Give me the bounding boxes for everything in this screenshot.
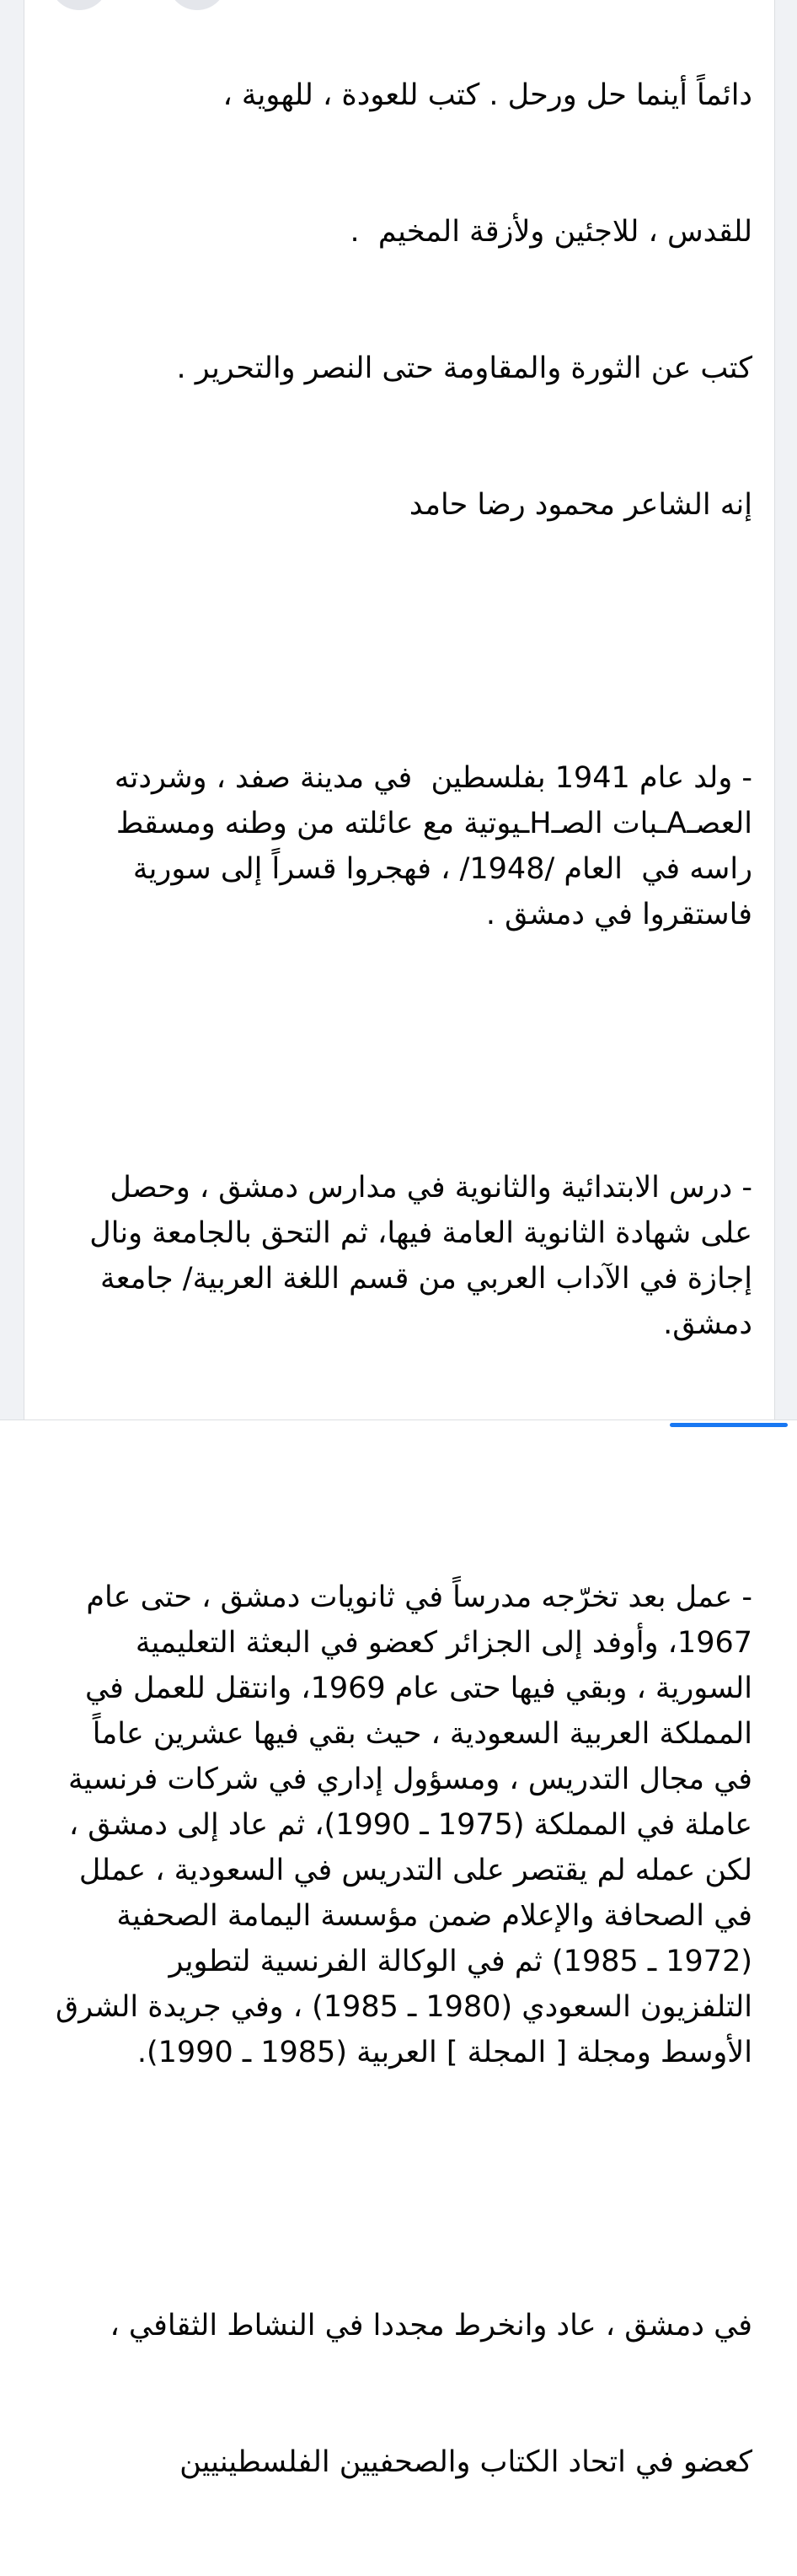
post-partial-bottom-line: كعضو في اتحاد الكتاب والصحفيين الفلسطينيين: [179, 2445, 752, 2479]
post-intro-line: كتب عن الثورة والمقاومة حتى النصر والتحرير .: [176, 352, 752, 385]
post-intro-line: إنه الشاعر محمود رضا حامد: [409, 488, 752, 522]
post-card: [24, 0, 775, 2479]
post-paragraph-work: - عمل بعد تخرّجه مدرساً في ثانويات دمشق ، حتى عام 1967، وأوفد إلى الجزائر كعضو في البعثة التعليمية السورية ، وبقي فيها حتى عام 1969، وانتقل للعمل في المملكة العربية السعودية ، حيث بقي فيها عشرين عاماً في مجال التدريس ، ومسؤول إداري في شركات فرنسية عاملة في المملكة (1975 ـ 1990)، ثم عاد إلى دمشق ، لكن عمله لم يقتصر على التدريس في السعودية ، عملل في الصحافة والإعلام ضمن مؤسسة اليمامة الصحفية (1972 ـ 1985) ثم في الوكالة الفرنسية لتطوير التلفزيون السعودي (1980 ـ 1985) ، وفي جريدة الشرق الأوسط ومجلة [ المجلة ] العربية (1985 ـ 1990).: [45, 1580, 752, 2069]
post-paragraph-return: في دمشق ، عاد وانخرط مجددا في النشاط الثقافي ،: [110, 2309, 752, 2343]
post-intro-line: للقدس ، للاجئين ولأزقة المخيم .: [350, 215, 752, 249]
avatar[interactable]: [50, 0, 109, 10]
avatar[interactable]: [168, 0, 227, 10]
post-partial-top-line: دائماً أينما حل ورحل . كتب للعودة ، للهوية ،: [222, 78, 752, 112]
post-text: [45, 12, 752, 2576]
post-paragraph-birth: - ولد عام 1941 بفلسطين في مدينة صفد ، وشردته العصـAـبات الصـHـيوتية مع عائلته من وطنه ومسقط راسه في العام /1948/ ، فهجروا قسراً إلى سورية فاستقروا في دمشق .: [104, 761, 752, 931]
reaction-avatars-strip: [50, 0, 302, 10]
post-paragraph-study: - درس الابتدائية والثانوية في مدارس دمشق ، وحصل على شهادة الثانوية العامة فيها، ثم التحق بالجامعة ونال إجازة في الآداب العربي من قسم اللغة العربية/ جامعة دمشق.: [80, 1171, 752, 1341]
home-indicator: [670, 1423, 788, 1427]
